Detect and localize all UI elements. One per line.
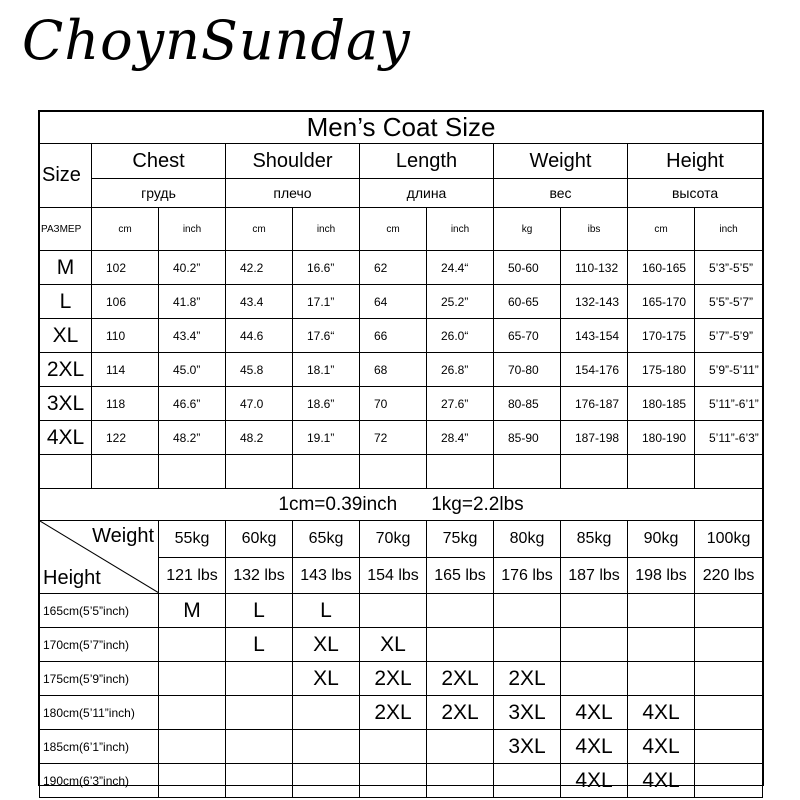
size-value: 2XL <box>40 353 92 387</box>
table-cell: 50-60 <box>494 251 561 285</box>
height-label: 175cm(5’9”inch) <box>40 662 159 696</box>
weight-kg: 60kg <box>226 521 293 558</box>
table-cell: 85-90 <box>494 421 561 455</box>
table-cell: 165-170 <box>628 285 695 319</box>
size-cell <box>494 628 561 662</box>
size-value: L <box>40 285 92 319</box>
height-label: 190cm(6’3”inch) <box>40 764 159 798</box>
table-cell: 66 <box>360 319 427 353</box>
table-cell: 110 <box>92 319 159 353</box>
size-cell: 2XL <box>360 696 427 730</box>
empty-cell <box>561 455 628 489</box>
weight-kg: 80kg <box>494 521 561 558</box>
table-cell: 17.1” <box>293 285 360 319</box>
unit-label: cm <box>628 208 695 251</box>
size-cell <box>226 730 293 764</box>
table-cell: 5’11”-6’1” <box>695 387 763 421</box>
empty-cell <box>695 455 763 489</box>
table-cell: 26.0“ <box>427 319 494 353</box>
table-cell: 5’5”-5’7” <box>695 285 763 319</box>
unit-label: kg <box>494 208 561 251</box>
weight-kg: 70kg <box>360 521 427 558</box>
table-cell: 28.4” <box>427 421 494 455</box>
table-row <box>40 421 763 455</box>
height-axis-label: Height <box>43 567 101 589</box>
size-value: 4XL <box>40 421 92 455</box>
size-cell <box>360 764 427 798</box>
coat-size-table <box>39 111 763 798</box>
size-cell <box>628 628 695 662</box>
table-cell: 48.2 <box>226 421 293 455</box>
table-cell: 114 <box>92 353 159 387</box>
unit-label: cm <box>92 208 159 251</box>
empty-cell <box>159 455 226 489</box>
size-cell <box>427 628 494 662</box>
table-cell: 70 <box>360 387 427 421</box>
size-cell <box>695 662 763 696</box>
size-cell <box>159 764 226 798</box>
size-cell <box>226 696 293 730</box>
table-cell: 40.2” <box>159 251 226 285</box>
weight-lbs: 220 lbs <box>695 558 763 594</box>
weight-kg: 65kg <box>293 521 360 558</box>
weight-lbs: 165 lbs <box>427 558 494 594</box>
size-cell <box>561 594 628 628</box>
size-cell <box>293 764 360 798</box>
unit-label: ibs <box>561 208 628 251</box>
size-value: M <box>40 251 92 285</box>
size-header: Size <box>40 144 92 208</box>
table-cell: 176-187 <box>561 387 628 421</box>
empty-cell <box>293 455 360 489</box>
table-cell: 45.8 <box>226 353 293 387</box>
table-cell: 102 <box>92 251 159 285</box>
length-header-ru: длина <box>360 179 494 208</box>
table-cell: 47.0 <box>226 387 293 421</box>
height-row <box>40 594 763 628</box>
unit-label: inch <box>695 208 763 251</box>
size-chart <box>38 110 764 792</box>
size-rows <box>40 251 763 489</box>
size-cell <box>427 764 494 798</box>
weight-header-ru: вес <box>494 179 628 208</box>
size-cell <box>695 730 763 764</box>
table-cell: 18.1” <box>293 353 360 387</box>
weight-lbs: 154 lbs <box>360 558 427 594</box>
empty-cell <box>40 455 92 489</box>
size-cell <box>159 696 226 730</box>
height-row <box>40 696 763 730</box>
weight-height-corner <box>40 521 159 594</box>
chest-header-ru: грудь <box>92 179 226 208</box>
size-cell <box>695 764 763 798</box>
table-cell: 27.6” <box>427 387 494 421</box>
size-cell <box>628 662 695 696</box>
table-cell: 60-65 <box>494 285 561 319</box>
kg-lbs-conversion: 1kg=2.2lbs <box>431 493 524 515</box>
table-cell: 180-185 <box>628 387 695 421</box>
height-header-ru: высота <box>628 179 763 208</box>
table-cell: 46.6” <box>159 387 226 421</box>
table-cell: 110-132 <box>561 251 628 285</box>
table-cell: 143-154 <box>561 319 628 353</box>
size-cell: 4XL <box>561 696 628 730</box>
size-cell <box>628 594 695 628</box>
size-cell: 4XL <box>561 764 628 798</box>
brand-logo: ChoynSunday <box>22 9 411 72</box>
weight-lbs: 198 lbs <box>628 558 695 594</box>
height-label: 170cm(5’7”inch) <box>40 628 159 662</box>
height-row <box>40 628 763 662</box>
table-cell: 70-80 <box>494 353 561 387</box>
height-label: 185cm(6’1”inch) <box>40 730 159 764</box>
cm-inch-conversion: 1cm=0.39inch <box>278 493 398 515</box>
table-cell: 122 <box>92 421 159 455</box>
height-label: 180cm(5’11”inch) <box>40 696 159 730</box>
table-cell: 5’11”-6’3” <box>695 421 763 455</box>
table-cell: 65-70 <box>494 319 561 353</box>
table-row <box>40 387 763 421</box>
unit-label: inch <box>159 208 226 251</box>
size-cell: 2XL <box>360 662 427 696</box>
unit-label: cm <box>226 208 293 251</box>
chest-header: Chest <box>92 144 226 179</box>
size-cell: 2XL <box>427 662 494 696</box>
weight-lbs: 121 lbs <box>159 558 226 594</box>
table-row <box>40 455 763 489</box>
size-cell <box>695 696 763 730</box>
table-cell: 68 <box>360 353 427 387</box>
table-cell: 5’7”-5’9” <box>695 319 763 353</box>
table-cell: 42.2 <box>226 251 293 285</box>
size-cell: 4XL <box>628 730 695 764</box>
table-cell: 19.1” <box>293 421 360 455</box>
table-cell: 45.0” <box>159 353 226 387</box>
empty-cell <box>226 455 293 489</box>
weight-lbs: 132 lbs <box>226 558 293 594</box>
height-row <box>40 662 763 696</box>
height-label: 165cm(5’5”inch) <box>40 594 159 628</box>
table-cell: 106 <box>92 285 159 319</box>
weight-header: Weight <box>494 144 628 179</box>
empty-cell <box>92 455 159 489</box>
size-cell: XL <box>360 628 427 662</box>
size-cell <box>226 764 293 798</box>
size-value: XL <box>40 319 92 353</box>
table-cell: 62 <box>360 251 427 285</box>
table-cell: 25.2” <box>427 285 494 319</box>
size-cell <box>226 662 293 696</box>
weight-lbs: 187 lbs <box>561 558 628 594</box>
table-cell: 170-175 <box>628 319 695 353</box>
table-cell: 5’3”-5’5” <box>695 251 763 285</box>
size-cell: L <box>226 628 293 662</box>
length-header: Length <box>360 144 494 179</box>
size-cell <box>695 628 763 662</box>
empty-cell <box>628 455 695 489</box>
table-cell: 80-85 <box>494 387 561 421</box>
size-cell: XL <box>293 662 360 696</box>
table-cell: 43.4 <box>226 285 293 319</box>
size-cell: 3XL <box>494 730 561 764</box>
weight-lbs: 176 lbs <box>494 558 561 594</box>
size-cell: M <box>159 594 226 628</box>
size-cell <box>494 764 561 798</box>
table-cell: 180-190 <box>628 421 695 455</box>
table-cell: 175-180 <box>628 353 695 387</box>
size-cell <box>159 730 226 764</box>
table-cell: 43.4” <box>159 319 226 353</box>
size-cell: 2XL <box>494 662 561 696</box>
weight-kg: 55kg <box>159 521 226 558</box>
weight-kg: 100kg <box>695 521 763 558</box>
size-value: 3XL <box>40 387 92 421</box>
table-row <box>40 353 763 387</box>
height-header: Height <box>628 144 763 179</box>
table-row <box>40 319 763 353</box>
unit-conversion <box>40 489 763 521</box>
size-cell <box>360 594 427 628</box>
size-cell <box>360 730 427 764</box>
table-cell: 24.4“ <box>427 251 494 285</box>
size-cell: 4XL <box>561 730 628 764</box>
size-cell: L <box>293 594 360 628</box>
size-cell <box>293 730 360 764</box>
table-cell: 118 <box>92 387 159 421</box>
empty-cell <box>360 455 427 489</box>
table-cell: 17.6“ <box>293 319 360 353</box>
table-cell: 41.8” <box>159 285 226 319</box>
table-cell: 132-143 <box>561 285 628 319</box>
table-cell: 160-165 <box>628 251 695 285</box>
weight-lbs: 143 lbs <box>293 558 360 594</box>
weight-axis-label: Weight <box>92 525 154 547</box>
height-row <box>40 764 763 798</box>
unit-label: inch <box>427 208 494 251</box>
table-row <box>40 285 763 319</box>
table-cell: 64 <box>360 285 427 319</box>
table-cell: 26.8” <box>427 353 494 387</box>
size-cell <box>427 594 494 628</box>
unit-label: cm <box>360 208 427 251</box>
size-cell: 4XL <box>628 764 695 798</box>
size-header-ru: РАЗМЕР <box>40 208 92 251</box>
empty-cell <box>494 455 561 489</box>
size-cell <box>695 594 763 628</box>
table-cell: 72 <box>360 421 427 455</box>
table-cell: 187-198 <box>561 421 628 455</box>
size-cell: 3XL <box>494 696 561 730</box>
size-cell: 2XL <box>427 696 494 730</box>
table-cell: 5’9”-5’11” <box>695 353 763 387</box>
size-cell <box>494 594 561 628</box>
table-cell: 48.2” <box>159 421 226 455</box>
weight-kg: 75kg <box>427 521 494 558</box>
size-cell <box>159 628 226 662</box>
weight-kg: 85kg <box>561 521 628 558</box>
empty-cell <box>427 455 494 489</box>
table-row <box>40 251 763 285</box>
size-cell <box>159 662 226 696</box>
size-cell <box>561 628 628 662</box>
table-title: Men’s Coat Size <box>40 112 763 144</box>
shoulder-header: Shoulder <box>226 144 360 179</box>
weight-kg: 90kg <box>628 521 695 558</box>
size-cell <box>561 662 628 696</box>
unit-label: inch <box>293 208 360 251</box>
table-cell: 44.6 <box>226 319 293 353</box>
table-cell: 18.6” <box>293 387 360 421</box>
size-cell <box>293 696 360 730</box>
size-cell <box>427 730 494 764</box>
height-row <box>40 730 763 764</box>
size-cell: XL <box>293 628 360 662</box>
table-cell: 154-176 <box>561 353 628 387</box>
shoulder-header-ru: плечо <box>226 179 360 208</box>
size-cell: 4XL <box>628 696 695 730</box>
table-cell: 16.6” <box>293 251 360 285</box>
size-cell: L <box>226 594 293 628</box>
